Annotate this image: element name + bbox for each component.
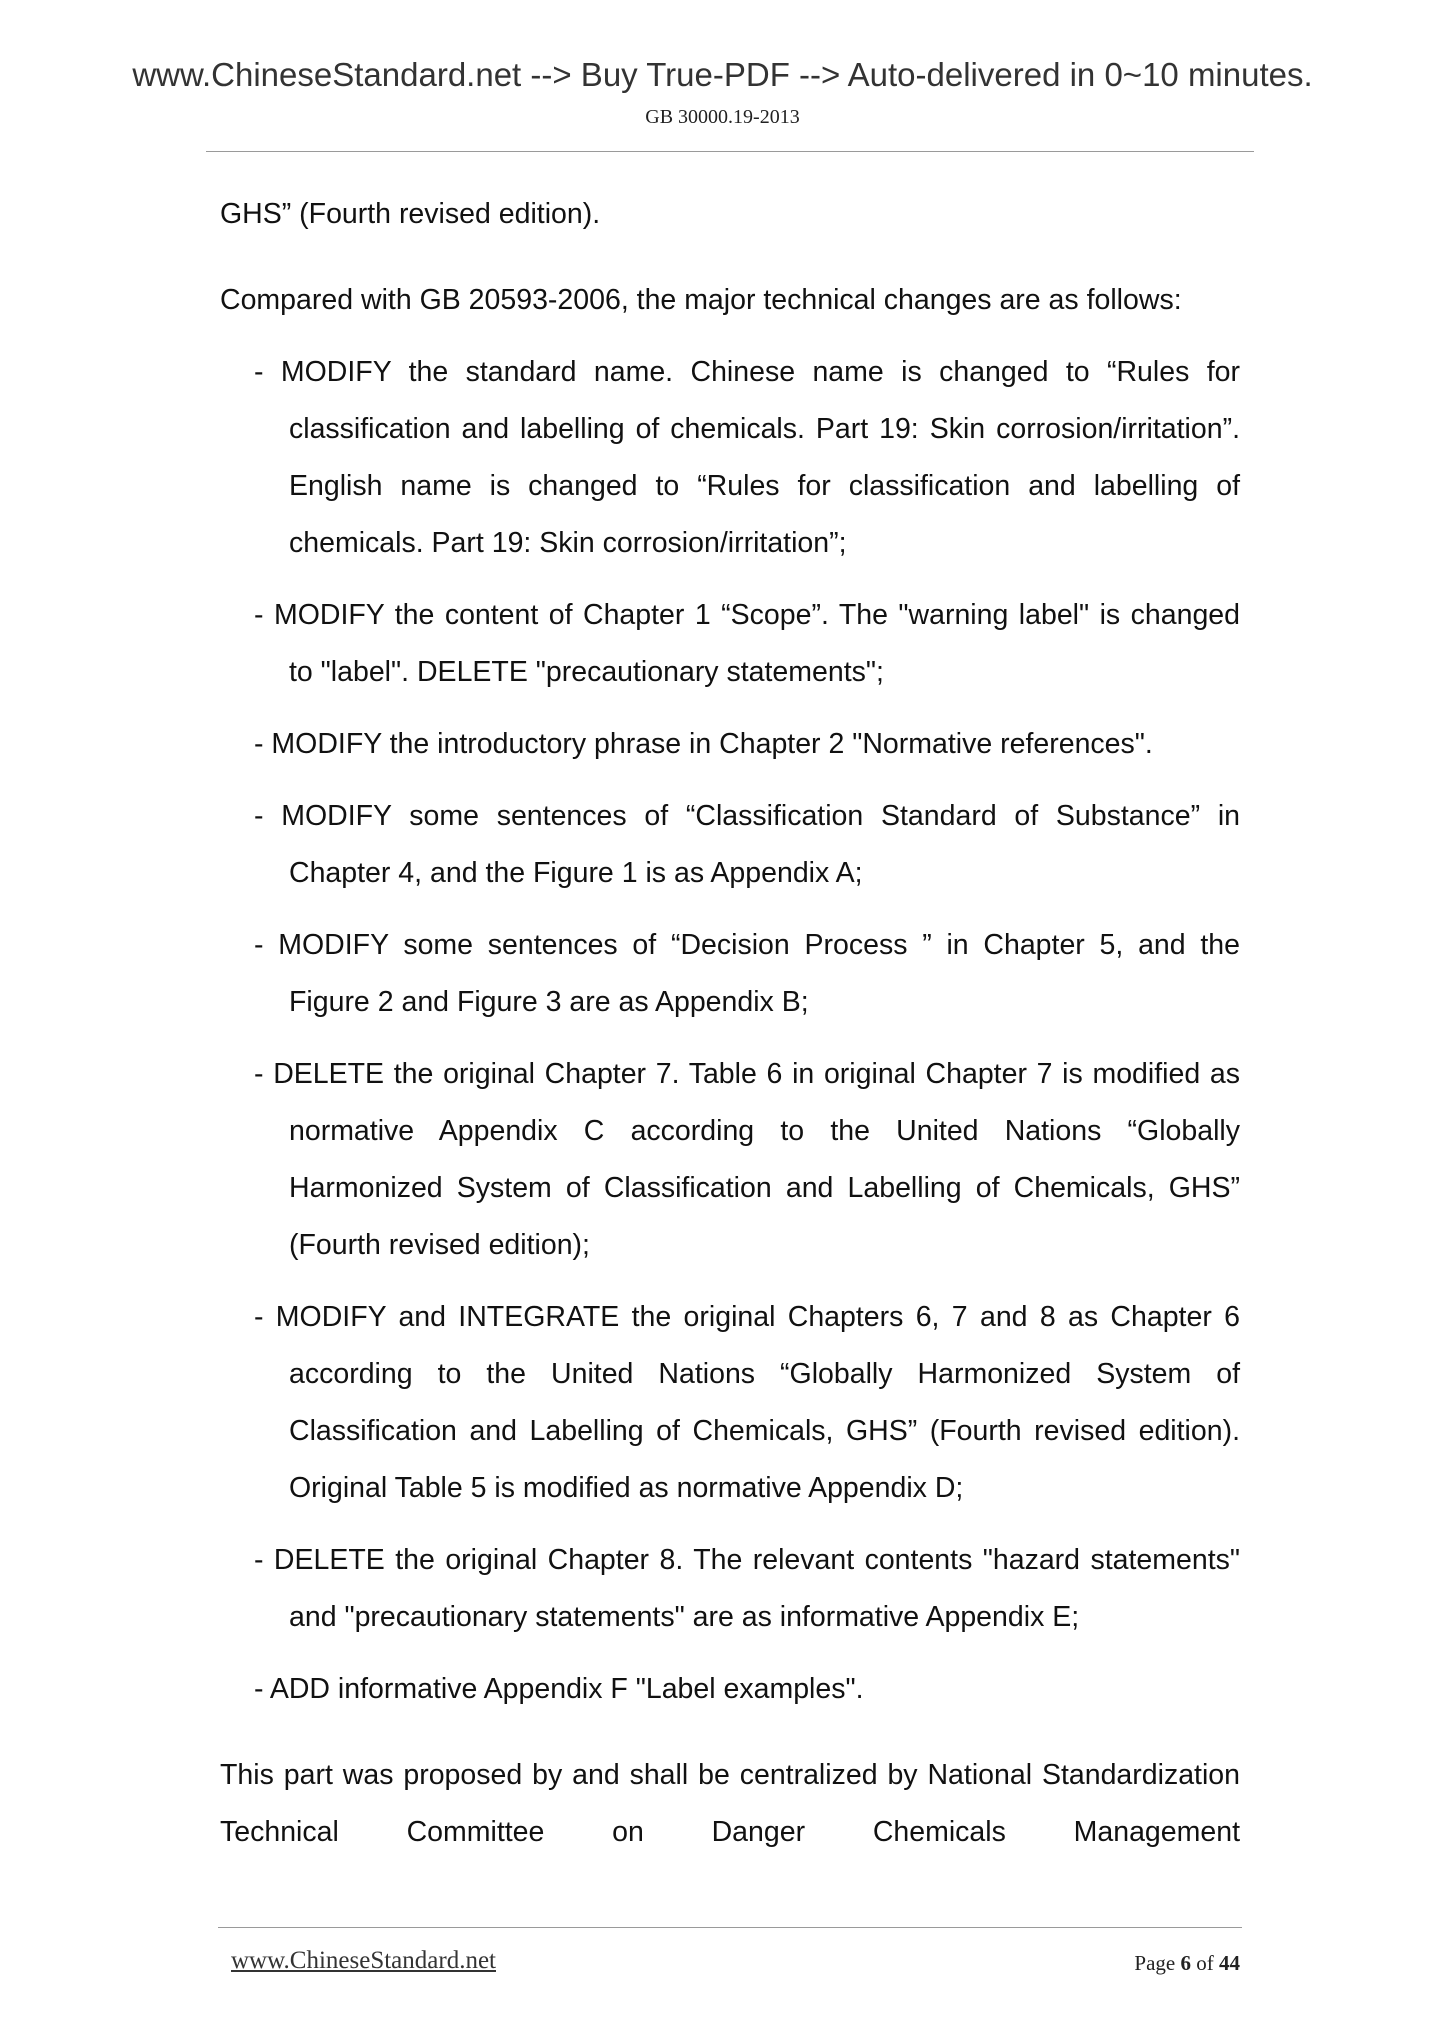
list-item: - DELETE the original Chapter 7. Table 6 in original Chapter 7 is modified as normative Appendix C according to the United Nations “Globally Harmonized System of Classification and Labelling of Chemicals, GHS” (Fourth revised edition);	[254, 1058, 1240, 1261]
header-divider	[206, 151, 1254, 152]
closing-paragraph: This part was proposed by and shall be centralized by National Standardization Technical Committee on Danger Chemicals Management	[220, 1759, 1240, 1848]
page-of: of	[1196, 1951, 1214, 1975]
list-item: - MODIFY the content of Chapter 1 “Scope”. The "warning label" is changed to "label". DELETE "precautionary statements";	[254, 599, 1240, 688]
page-body	[220, 186, 1240, 1861]
changes-list	[220, 344, 1240, 1718]
list-item: - MODIFY the standard name. Chinese name is changed to “Rules for classification and labelling of chemicals. Part 19: Skin corrosion/irritation”. English name is changed to “Rules for classification and labelling of chemicals. Part 19: Skin corrosion/irritation”;	[254, 356, 1240, 559]
list-item: - DELETE the original Chapter 8. The relevant contents "hazard statements" and "precautionary statements" are as informative Appendix E;	[254, 1544, 1240, 1633]
top-banner: www.ChineseStandard.net --> Buy True-PDF --> Auto-delivered in 0~10 minutes.	[132, 56, 1313, 93]
list-item: - ADD informative Appendix F "Label examples".	[254, 1673, 864, 1705]
list-item: - MODIFY the introductory phrase in Chapter 2 "Normative references".	[254, 728, 1153, 760]
page-current: 6	[1180, 1951, 1191, 1975]
page-indicator	[1134, 1951, 1240, 1976]
list-item: - MODIFY and INTEGRATE the original Chapters 6, 7 and 8 as Chapter 6 according to the United Nations “Globally Harmonized System of Classification and Labelling of Chemicals, GHS” (Fourth revised edition). Original Table 5 is modified as normative Appendix D;	[254, 1301, 1240, 1504]
list-item: - MODIFY some sentences of “Decision Process ” in Chapter 5, and the Figure 2 and Figure 3 are as Appendix B;	[254, 929, 1240, 1018]
footer-site-link[interactable]: www.ChineseStandard.net	[231, 1947, 496, 1974]
footer-divider	[218, 1927, 1242, 1928]
changes-intro: Compared with GB 20593-2006, the major technical changes are as follows:	[220, 284, 1182, 316]
continuation-text: GHS” (Fourth revised edition).	[220, 198, 601, 230]
page-word: Page	[1134, 1951, 1176, 1975]
list-item: - MODIFY some sentences of “Classification Standard of Substance” in Chapter 4, and the Figure 1 is as Appendix A;	[254, 800, 1240, 889]
document-number: GB 30000.19-2013	[645, 106, 800, 128]
page-total: 44	[1219, 1951, 1240, 1975]
